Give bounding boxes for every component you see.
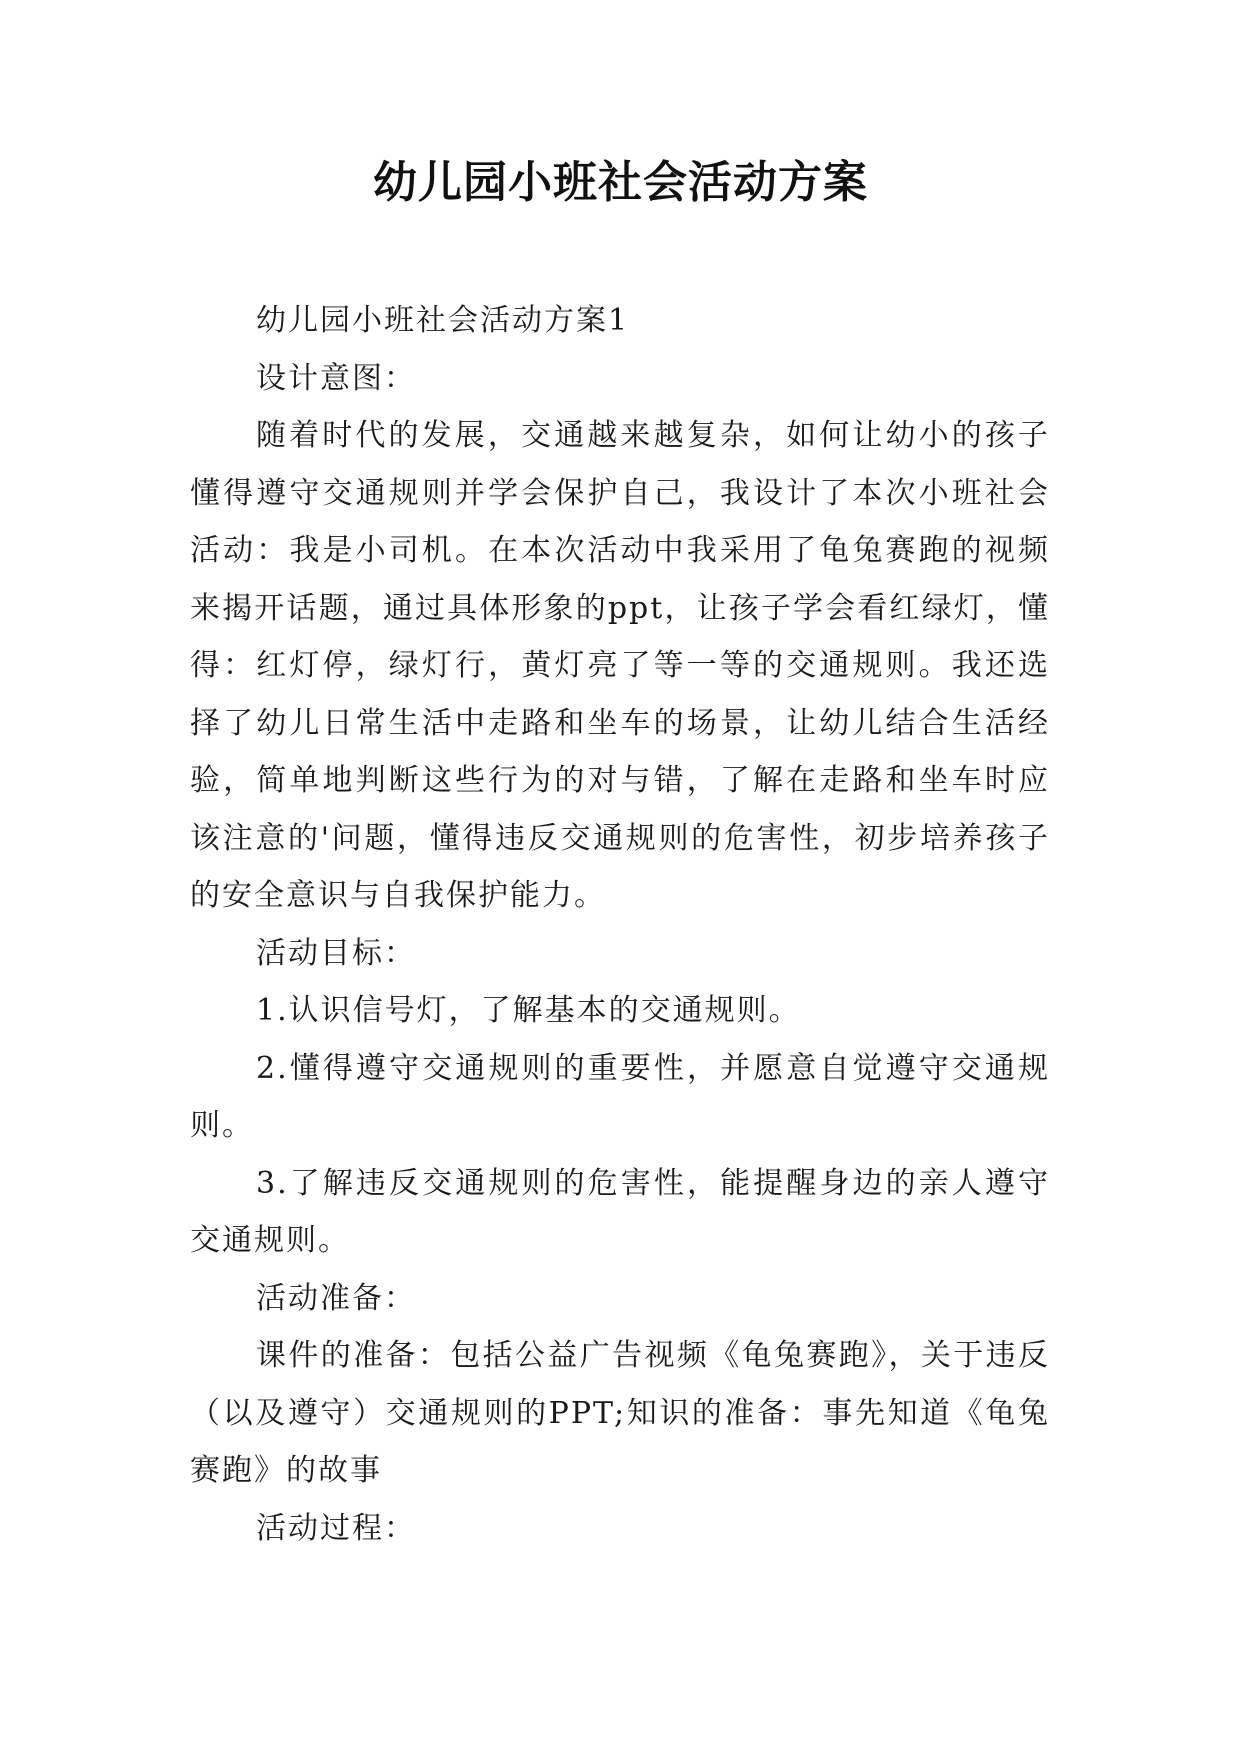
document-title: 幼儿园小班社会活动方案 — [373, 157, 868, 208]
document-body — [190, 292, 1050, 1557]
paragraph-process-label: 活动过程： — [256, 1510, 416, 1546]
paragraph-design-intent-body: 随着时代的发展，交通越来越复杂，如何让幼小的孩子懂得遵守交通规则并学会保护自己，我设计了本次小班社会活动：我是小司机。在本次活动中我采用了龟兔赛跑的视频来揭开话题，通过具体形象的ppt，让孩子学会看红绿灯，懂得：红灯停，绿灯行，黄灯亮了等一等的交通规则。我还选择了幼儿日常生活中走路和坐车的场景，让幼儿结合生活经验，简单地判断这些行为的对与错，了解在走路和坐车时应该注意的'问题，懂得违反交通规则的危害性，初步培养孩子的安全意识与自我保护能力。 — [190, 418, 1050, 913]
paragraph-preparation-body: 课件的准备：包括公益广告视频《龟兔赛跑》，关于违反（以及遵守）交通规则的PPT;知识的准备：事先知道《龟兔赛跑》的故事 — [190, 1338, 1050, 1488]
paragraph-goal-1: 1.认识信号灯，了解基本的交通规则。 — [256, 993, 801, 1028]
paragraph-section-heading: 幼儿园小班社会活动方案1 — [256, 303, 630, 338]
paragraph-goals-label: 活动目标： — [256, 935, 416, 971]
paragraph-preparation-label: 活动准备： — [256, 1280, 416, 1316]
paragraph-goal-2: 2.懂得遵守交通规则的重要性，并愿意自觉遵守交通规则。 — [190, 1050, 1050, 1143]
paragraph-design-intent-label: 设计意图： — [256, 360, 416, 396]
paragraph-goal-3: 3.了解违反交通规则的危害性，能提醒身边的亲人遵守交通规则。 — [190, 1165, 1050, 1258]
